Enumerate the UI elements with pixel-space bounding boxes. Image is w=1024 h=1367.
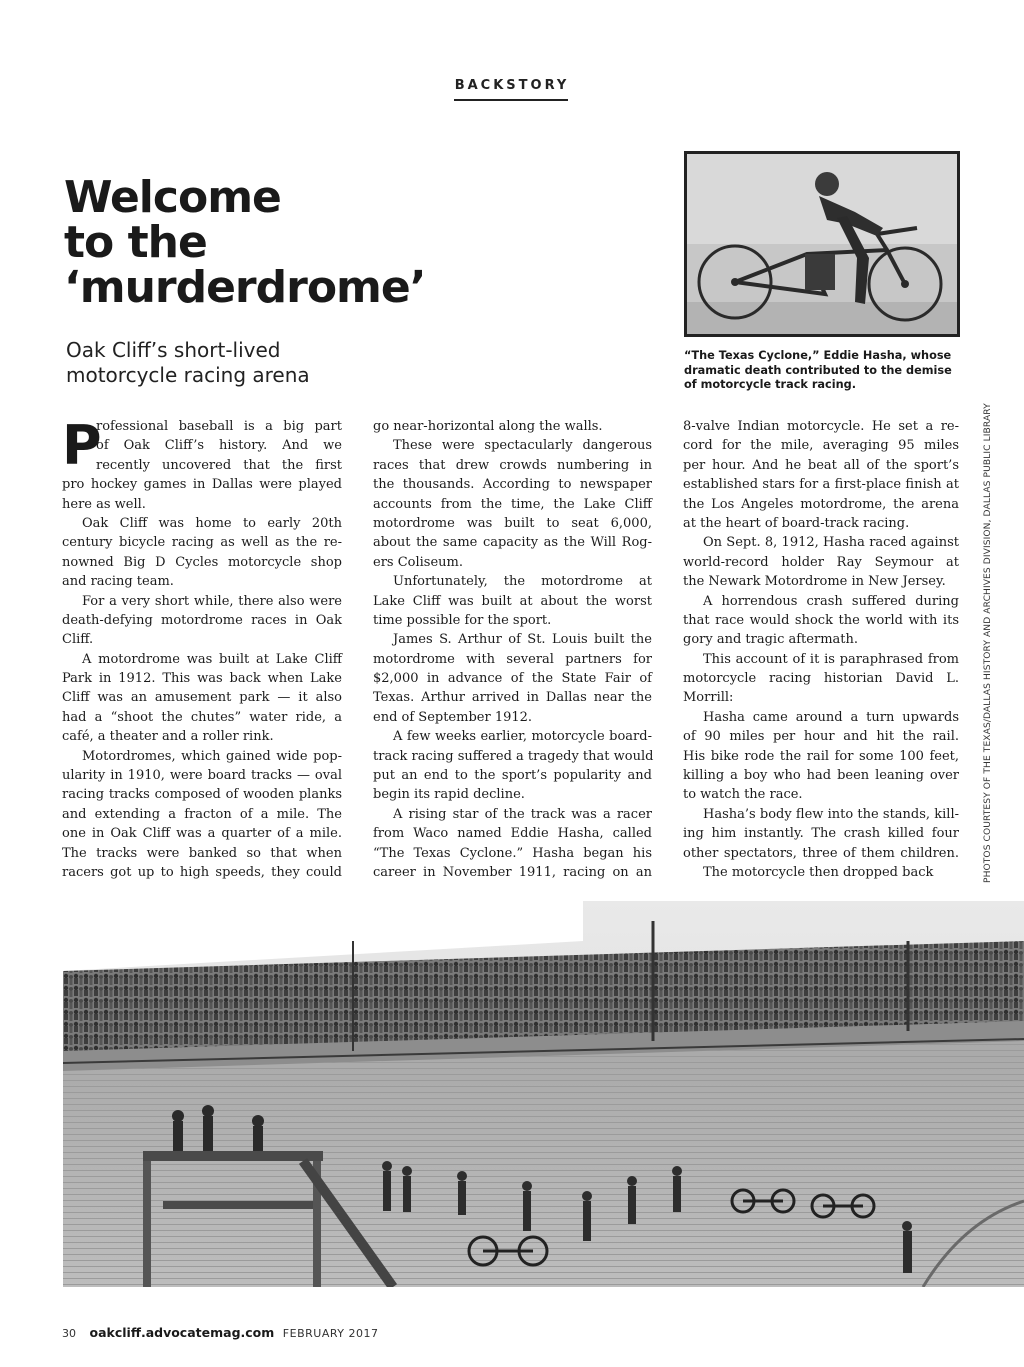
body-line: Oak Cliff was home to early 20th [82,515,342,531]
body-line: racing tracks composed of wooden planks [62,787,342,803]
body-line: begin its rapid decline. [373,787,525,803]
body-line: gory and tragic aftermath. [683,632,858,648]
deck-line: Oak Cliff’s short-lived [66,338,281,362]
motordrome-panorama-photo [63,901,1024,1287]
body-line: had a “shoot the chutes” water ride, a [62,709,342,725]
deck-line: motorcycle racing arena [66,363,310,387]
website-url: oakcliff.advocatemag.com [89,1325,275,1340]
body-line: go near-horizontal along the walls. [373,419,603,434]
body-line: The tracks were banked so that when [62,845,342,861]
body-line: other spectators, three of them children. [683,845,959,861]
body-line: century bicycle racing as well as the re- [62,535,342,551]
body-line: Motordromes, which gained wide pop- [82,748,342,764]
body-line: per hour. And he beat all of the sport’s [683,457,959,473]
body-line: killing a boy who had been leaning over [683,768,959,784]
headline-line: to the [64,216,207,268]
headline-line: ‘murderdrome’ [64,261,426,313]
page-number: 30 [62,1327,76,1340]
body-line: Park in 1912. This was back when Lake [62,671,342,687]
body-line: On Sept. 8, 1912, Hasha raced against [703,535,959,551]
body-line: rofessional baseball is a big part [96,419,342,434]
body-line: track racing suffered a tragedy that would [373,748,654,764]
body-line: the Los Angeles motordrome, the arena [683,496,959,512]
issue-date: FEBRUARY 2017 [282,1327,379,1340]
body-line: death-defying motordrome races in Oak [62,612,342,628]
caption-line: of motorcycle track racing. [684,378,857,392]
body-line: These were spectacularly dangerous [393,438,652,454]
headline [64,172,464,313]
body-column-3 [683,417,959,882]
body-line: the thousands. According to newspaper [373,477,652,493]
section-label: BACKSTORY [454,78,570,93]
body-line: time possible for the sport. [373,612,552,628]
photo-credit: PHOTOS COURTESY OF THE TEXAS/DALLAS HISTORY AND ARCHIVES DIVISION, DALLAS PUBLIC LIBRARY [983,403,993,883]
body-line: of 90 miles per hour and hit the rail. [683,729,959,745]
body-line: Cliff was an amusement park — it also [62,690,342,706]
body-line: that race would shock the world with its [683,612,959,628]
body-line: The motorcycle then dropped back [703,864,934,880]
body-line: about the same capacity as the Will Rog- [373,535,652,551]
body-line: Hasha came around a turn upwards [703,709,959,725]
body-line: and extending a fracton of a mile. The [62,806,342,822]
body-line: ing him instantly. The crash killed four [683,826,959,842]
body-line: His bike rode the rail for some 100 feet, [683,748,959,764]
body-line: motordrome was built to seat 6,000, [373,515,652,531]
body-line: world-record holder Ray Seymour at [683,554,959,570]
body-line: 8-valve Indian motorcycle. He set a re- [683,419,959,434]
body-line: A motordrome was built at Lake Cliff [82,651,342,667]
body-line: races that drew crowds numbering in [373,457,652,473]
body-line: put an end to the sport’s popularity and [373,768,652,784]
body-line: Lake Cliff was built at about the worst [373,593,652,609]
caption-line: “The Texas Cyclone,” Eddie Hasha, whose [684,349,952,362]
page-footer [62,1325,379,1340]
racer-photo-illustration [687,154,957,334]
deck [66,338,366,388]
body-line: A rising star of the track was a racer [393,806,652,822]
headline-line: Welcome [64,172,281,223]
body-line: at the heart of board-track racing. [683,515,910,531]
body-line: A horrendous crash suffered during [703,593,959,609]
body-line: career in November 1911, racing on an [373,864,652,880]
body-line: For a very short while, there also were [82,593,342,609]
section-rule [454,99,568,101]
body-line: from Waco named Eddie Hasha, called [373,826,652,842]
body-line: James S. Arthur of St. Louis built the [393,632,652,648]
body-line: racers got up to high speeds, they could [62,864,342,880]
body-line: Hasha’s body flew into the stands, kill- [703,806,959,822]
body-line: motordrome with several partners for [373,651,652,667]
body-line: pro hockey games in Dallas were played [62,477,342,493]
body-line: Morrill: [683,690,734,706]
body-column-1 [62,414,342,882]
body-line: accounts from the time, the Lake Cliff [373,496,652,512]
motordrome-panorama-illustration [63,901,1024,1287]
body-line: recently uncovered that the first [96,457,342,473]
body-line: nowned Big D Cycles motorcycle shop [62,554,342,570]
drop-cap: P [62,414,102,477]
body-line: here as well. [62,496,146,512]
body-line: to watch the race. [683,787,803,803]
caption-line: dramatic death contributed to the demise [684,363,952,377]
body-line: of Oak Cliff’s history. And we [96,438,342,454]
body-line: the Newark Motordrome in New Jersey. [683,574,946,590]
body-line: “The Texas Cyclone.” Hasha began his [373,845,652,861]
body-line: Unfortunately, the motordrome at [393,574,652,590]
body-line: Cliff. [62,632,94,648]
photo-caption [684,349,964,393]
body-line: $2,000 in advance of the State Fair of [373,671,652,687]
body-line: cord for the mile, averaging 95 miles [683,438,959,454]
racer-photo [684,151,960,337]
body-line: one in Oak Cliff was a quarter of a mile. [62,826,342,842]
body-line: café, a theater and a roller rink. [62,729,274,745]
body-line: A few weeks earlier, motorcycle board- [393,729,652,745]
body-line: This account of it is paraphrased from [703,651,959,667]
body-line: Texas. Arthur arrived in Dallas near the [373,690,652,706]
body-line: ers Coliseum. [373,554,463,570]
body-line: and racing team. [62,574,174,590]
body-line: ularity in 1910, were board tracks — oval [62,768,342,784]
body-line: established stars for a first-place finish at [683,477,959,493]
body-line: end of September 1912. [373,709,533,725]
body-column-2 [373,417,652,882]
body-line: motorcycle racing historian David L. [683,671,959,687]
